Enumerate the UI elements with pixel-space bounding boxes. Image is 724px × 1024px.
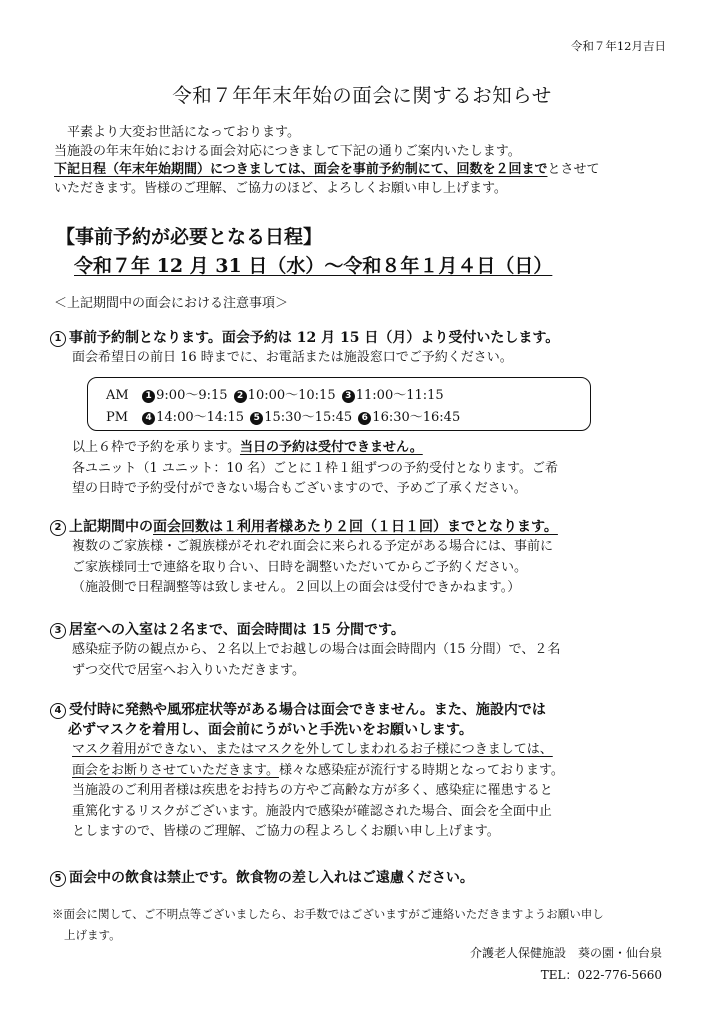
intro-line-tail: とさせて	[547, 162, 600, 177]
item-line: 望の日時で予約受付ができない場合もございますので、予めご了承ください。	[72, 481, 527, 496]
item-5	[50, 868, 690, 888]
item-emphasis: 当日の予約は受付できません。	[239, 440, 423, 455]
item-heading-cont: 必ずマスクを着用し、面会前にうがいと手洗いをお願いします。	[68, 722, 473, 738]
slot-number-badge: 2	[234, 390, 247, 403]
item-line	[50, 740, 690, 761]
schedule-dates: 令和７年 12 月 31 日（水）～令和８年１月４日（日）	[74, 255, 553, 277]
item-line: ご家族様同士で連絡を取り合い、日時を調整いただいてからご予約ください。	[72, 559, 528, 575]
schedule-block	[56, 222, 656, 278]
item-line: （施設側で日程調整等は致しません。２回以上の面会は受付できかねます。）	[72, 580, 521, 595]
item-line: としますので、皆様のご理解、ご協力の程よろしくお願い申し上げます。	[72, 824, 500, 839]
slot-number-badge: 4	[142, 412, 155, 425]
slot-time: 10:00～10:15	[247, 388, 336, 403]
item-line: 感染症予防の観点から、２名以上でお越しの場合は面会時間内（15 分間）で、２名	[72, 642, 561, 657]
slot-time: 14:00～14:15	[156, 410, 245, 425]
slot-time: 16:30～16:45	[372, 410, 461, 425]
item-heading	[50, 700, 690, 720]
time-slot	[358, 410, 460, 425]
item-line-text: 以上６枠で予約を承ります。	[72, 440, 240, 455]
number-badge: 2	[50, 520, 66, 536]
item-underlined: マスク着用ができない、またはマスクを外してしまわれるお子様につきましては、	[72, 742, 553, 757]
pm-slot-row	[106, 406, 462, 425]
pm-label: PM	[106, 410, 129, 425]
item-line: 当施設のご利用者様は疾患をお持ちの方やご高齢な方が多く、感染症に罹患すると	[72, 783, 553, 798]
item-3	[50, 620, 690, 681]
slot-time: 11:00～11:15	[355, 388, 444, 403]
slot-number-badge: 6	[358, 412, 371, 425]
number-badge: 5	[50, 871, 66, 887]
facility-name: 介護老人保健施設 葵の園・仙台泉	[469, 946, 662, 960]
footnote-line: 上げます。	[64, 928, 121, 942]
schedule-heading: 【事前予約が必要となる日程】	[56, 226, 323, 248]
item-2	[50, 517, 690, 599]
intro-emphasis: 下記日程（年末年始期間）につきましては、面会を事前予約制にて、回数を２回まで	[54, 162, 548, 177]
intro-line: 平素より大変お世話になっております。	[67, 125, 300, 140]
number-badge: 3	[50, 623, 66, 639]
number-badge: 4	[50, 703, 66, 719]
item-heading-text: 居室への入室は２名まで、面会時間は 15 分間です。	[69, 622, 405, 638]
facility-tel: TEL：022-776-5660	[540, 968, 662, 982]
slot-number-badge: 5	[250, 412, 263, 425]
item-heading	[50, 517, 690, 537]
intro-line: 当施設の年末年始における面会対応につきまして下記の通りご案内いたします。	[54, 143, 521, 159]
item-1-details	[50, 438, 690, 500]
item-heading	[50, 868, 690, 888]
item-line: 各ユニット（1 ユニット：10 名）ごとに１枠１組ずつの予約受付となります。ご希	[72, 460, 558, 476]
item-line: ずつ交代で居室へお入りいただきます。	[72, 662, 305, 678]
time-slot	[234, 388, 336, 403]
item-heading	[50, 620, 690, 640]
slot-number-badge: 1	[142, 390, 155, 403]
time-slot	[342, 388, 444, 403]
slot-time: 15:30～15:45	[264, 410, 353, 425]
item-1	[50, 328, 690, 369]
item-line-text: 様々な感染症が流行する時期となっております。	[278, 762, 564, 778]
item-underlined: 面会をお断りさせていただきます。	[72, 762, 279, 778]
page-title: 令和７年年末年始の面会に関するお知らせ	[172, 84, 552, 107]
time-slot	[142, 410, 244, 425]
item-line: 複数のご家族様・ご親族様がそれぞれ面会に来られる予定がある場合には、事前に	[72, 539, 554, 554]
time-slot	[250, 410, 352, 425]
item-heading-text: 上記期間中の	[69, 519, 153, 535]
slot-number-badge: 3	[342, 390, 355, 403]
am-label: AM	[106, 388, 129, 403]
item-heading-emphasis: 面会回数は１利用者様あたり２回（１日１回）までとなります。	[153, 519, 558, 535]
caution-heading: ＜上記期間中の面会における注意事項＞	[54, 296, 289, 311]
footnote-line: ※面会に関して、ご不明点等ございましたら、お手数ではございますがご連絡いただきますようお願い申し	[52, 907, 604, 921]
time-slot-box	[87, 377, 591, 431]
time-slot	[142, 388, 227, 403]
item-line	[50, 438, 690, 459]
intro-line: いただきます。皆様のご理解、ご協力のほど、よろしくお願い申し上げます。	[54, 180, 507, 196]
item-line	[50, 761, 690, 782]
item-heading-text: 面会中の飲食は禁止です。飲食物の差し入れはご遠慮ください。	[69, 870, 474, 886]
number-badge: 1	[50, 331, 66, 347]
intro-paragraph	[54, 124, 674, 198]
item-heading-text: 事前予約制となります。面会予約は 12 月 15 日（月）より受付いたします。	[69, 330, 560, 346]
item-heading-text: 受付時に発熱や風邪症状等がある場合は面会できません。また、施設内では	[69, 702, 546, 718]
am-slot-row	[106, 384, 446, 403]
slot-time: 9:00～9:15	[156, 388, 228, 403]
item-4	[50, 700, 690, 843]
footnote	[52, 904, 604, 946]
intro-line	[54, 161, 674, 180]
item-line: 面会希望日の前日 16 時までに、お電話または施設窓口でご予約ください。	[72, 350, 513, 365]
item-heading	[50, 328, 690, 348]
issue-date: 令和７年12月吉日	[570, 39, 666, 53]
item-line: 重篤化するリスクがございます。施設内で感染が確認された場合、面会を全面中止	[72, 803, 552, 819]
